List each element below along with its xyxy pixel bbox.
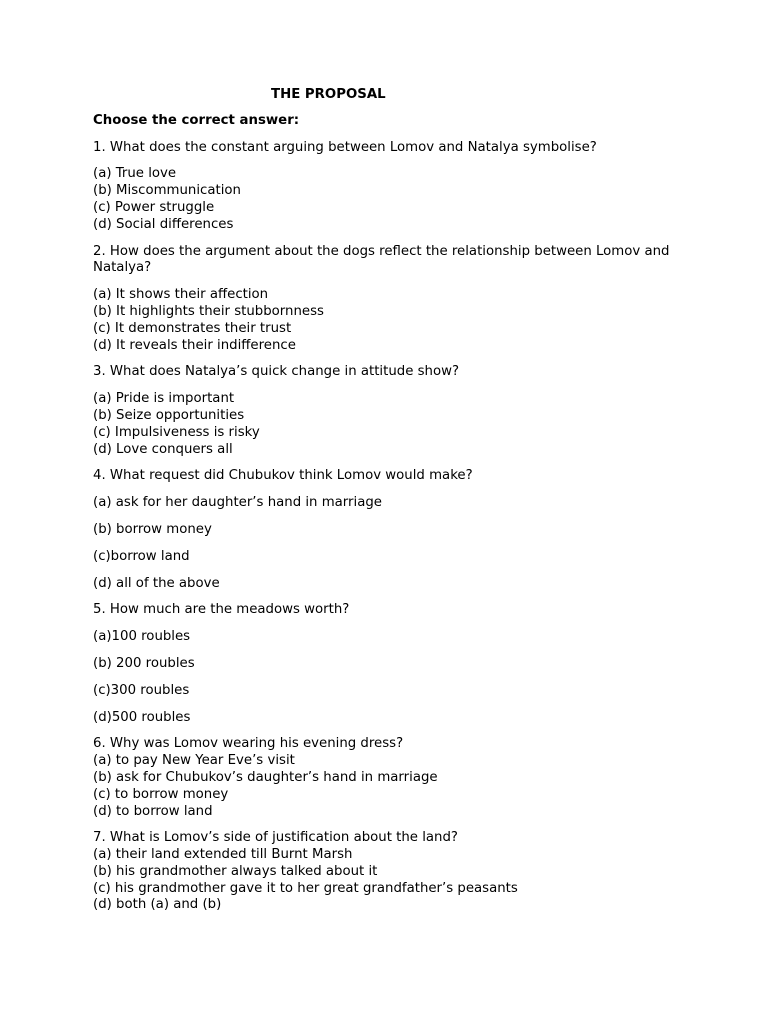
option-a: (a) their land extended till Burnt Marsh	[93, 847, 353, 863]
option-d: (d) all of the above	[93, 575, 220, 591]
question-text: 3. What does Natalya’s quick change in attitude show?	[93, 364, 460, 380]
option-a: (a) ask for her daughter’s hand in marriage	[93, 495, 382, 511]
option-b: (b) ask for Chubukov’s daughter’s hand in marriage	[93, 769, 438, 785]
option-d: (d) both (a) and (b)	[93, 897, 222, 913]
option-b: (b) Miscommunication	[93, 183, 241, 199]
option-a: (a) True love	[93, 166, 177, 182]
option-a: (a) Pride is important	[93, 391, 235, 407]
question-text: 1. What does the constant arguing between Lomov and Natalya symbolise?	[93, 139, 597, 155]
question-6	[93, 736, 693, 820]
option-b: (b) Seize opportunities	[93, 407, 245, 423]
question-1	[93, 140, 693, 234]
document-title: THE PROPOSAL	[271, 87, 386, 102]
question-text: 2. How does the argument about the dogs reflect the relationship between Lomov and Natalya?	[93, 243, 670, 276]
question-text: 7. What is Lomov’s side of justification about the land?	[93, 830, 458, 846]
question-text: 6. Why was Lomov wearing his evening dress?	[93, 736, 404, 752]
option-d: (d) to borrow land	[93, 803, 213, 819]
option-c: (c)borrow land	[93, 548, 190, 564]
option-list	[93, 166, 693, 233]
question-text: 5. How much are the meadows worth?	[93, 602, 350, 618]
option-a: (a) to pay New Year Eve’s visit	[93, 753, 295, 769]
question-2	[93, 244, 693, 355]
option-a: (a) It shows their affection	[93, 287, 269, 303]
option-b: (b) It highlights their stubbornness	[93, 303, 324, 319]
question-text: 4. What request did Chubukov think Lomov would make?	[93, 468, 473, 484]
option-b: (b) 200 roubles	[93, 655, 195, 671]
option-c: (c)300 roubles	[93, 682, 190, 698]
option-c: (c) his grandmother gave it to her great grandfather’s peasants	[93, 880, 518, 896]
question-5	[93, 602, 693, 726]
option-list	[93, 847, 693, 914]
worksheet-page	[93, 87, 693, 924]
option-a: (a)100 roubles	[93, 629, 191, 645]
option-b: (b) borrow money	[93, 521, 212, 537]
option-list	[93, 287, 693, 354]
option-d: (d) It reveals their indifference	[93, 337, 296, 353]
question-3	[93, 364, 693, 458]
question-4	[93, 468, 693, 592]
question-7	[93, 830, 693, 914]
option-c: (c) Power struggle	[93, 199, 215, 215]
option-d: (d) Love conquers all	[93, 441, 233, 457]
option-list	[93, 629, 693, 726]
option-c: (c) to borrow money	[93, 786, 229, 802]
option-d: (d) Social differences	[93, 216, 234, 232]
instruction-heading: Choose the correct answer:	[93, 112, 300, 128]
option-list	[93, 495, 693, 592]
option-list	[93, 753, 693, 820]
option-b: (b) his grandmother always talked about it	[93, 863, 378, 879]
option-c: (c) It demonstrates their trust	[93, 320, 292, 336]
option-list	[93, 391, 693, 458]
option-d: (d)500 roubles	[93, 709, 191, 725]
option-c: (c) Impulsiveness is risky	[93, 424, 260, 440]
